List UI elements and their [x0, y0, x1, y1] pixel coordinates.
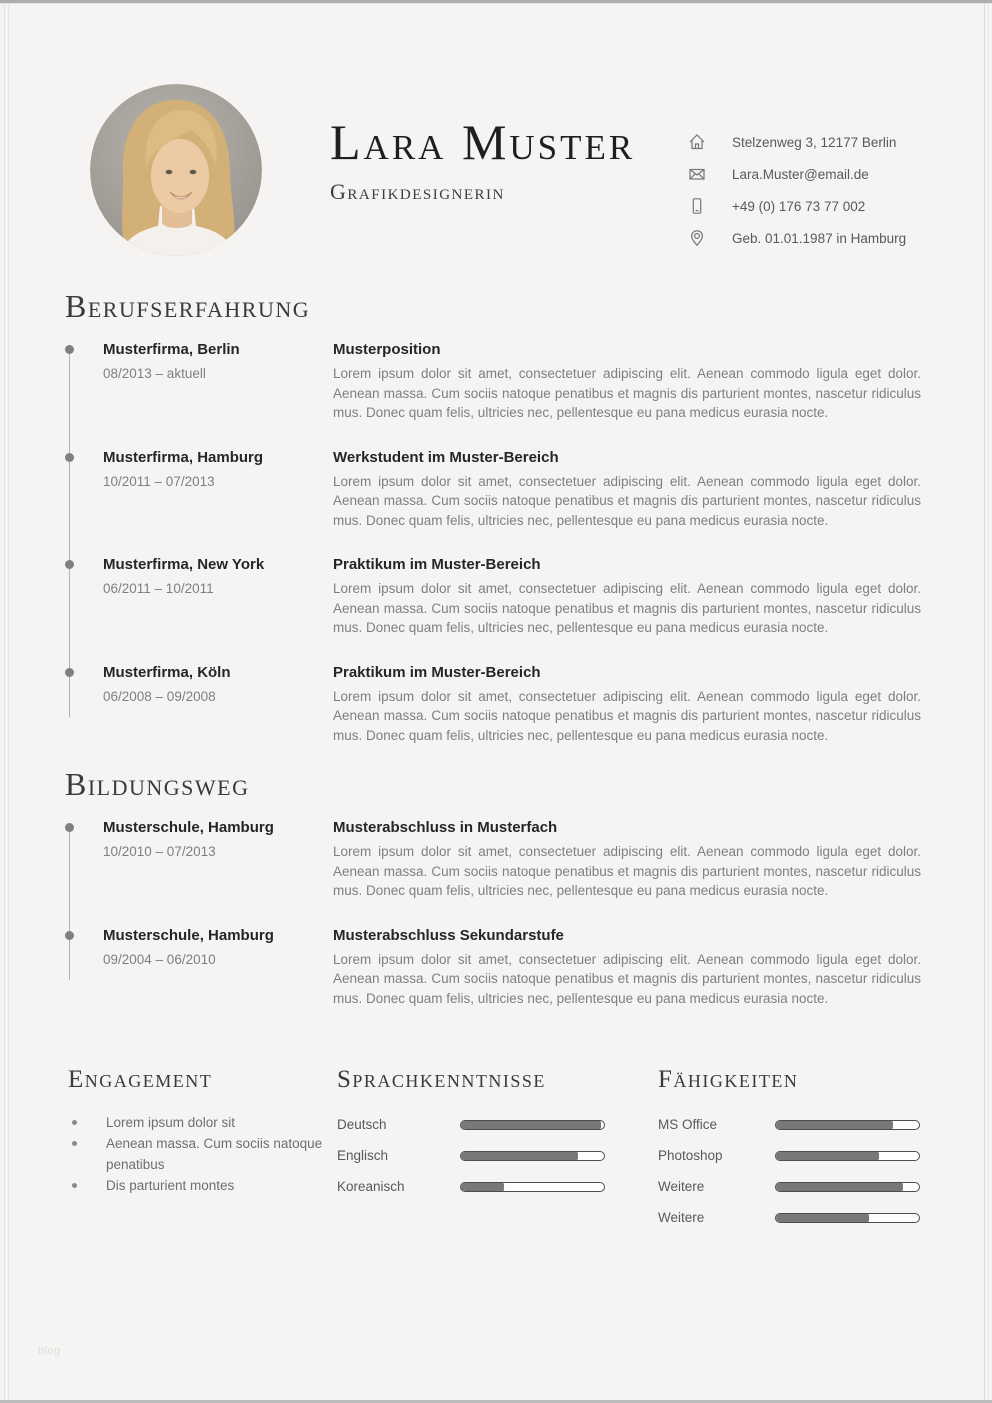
entry-period: 10/2010 – 07/2013 [103, 844, 216, 859]
skill-row [658, 1145, 920, 1166]
skill-level-fill [776, 1183, 903, 1191]
entry-company: Musterfirma, Hamburg [103, 448, 264, 466]
timeline-dot [65, 453, 74, 462]
timeline-dot [65, 345, 74, 354]
profile-photo [90, 84, 262, 256]
entry-period: 08/2013 – aktuell [103, 366, 206, 381]
engagement-list [68, 1112, 323, 1196]
engagement-section [68, 1066, 323, 1196]
education-entry [65, 818, 921, 901]
engagement-heading: Engagement [68, 1066, 213, 1093]
entry-description: Lorem ipsum dolor sit amet, consectetuer adipiscing elit. Aenean commodo ligula eget dolor. Aenean massa. Cum sociis natoque penatibus et magnis dis parturient montes, nascetur ridiculus mus. Donec quam felis, ultricies nec, pellentesque eu pana medicus eurasia nocte. [333, 581, 921, 635]
page-top-border [0, 0, 992, 4]
entry-description: Lorem ipsum dolor sit amet, consectetuer adipiscing elit. Aenean commodo ligula eget dolor. Aenean massa. Cum sociis natoque penatibus et magnis dis parturient montes, nascetur ridiculus mus. Donec quam felis, ultricies nec, pellentesque eu pana medicus eurasia nocte. [333, 366, 921, 420]
page-right-border-outer [988, 3, 989, 1400]
entry-period: 10/2011 – 07/2013 [103, 473, 215, 489]
contact-birthdate: Geb. 01.01.1987 in Hamburg [732, 230, 907, 246]
page-left-border-inner [8, 3, 9, 1400]
education-entry [65, 926, 921, 1009]
experience-heading: Berufserfahrung [65, 288, 311, 324]
education-heading: Bildungsweg [65, 766, 250, 802]
skill-label: MS Office [658, 1117, 718, 1132]
contact-email: Lara.Muster@email.de [732, 166, 869, 182]
languages-section [337, 1066, 605, 1207]
location-icon [686, 227, 708, 249]
entry-position: Werkstudent im Muster-Bereich [333, 448, 559, 466]
skill-row [658, 1114, 920, 1135]
language-level-fill [461, 1183, 504, 1191]
language-row [337, 1176, 605, 1197]
contact-address: Stelzenweg 3, 12177 Berlin [732, 134, 897, 150]
engagement-item [68, 1175, 323, 1196]
contact-birth-row [686, 228, 906, 248]
entry-degree: Musterabschluss in Musterfach [333, 819, 558, 836]
engagement-item-text: Lorem ipsum dolor sit [106, 1115, 236, 1130]
language-label: Englisch [337, 1148, 389, 1163]
home-icon [686, 131, 708, 153]
engagement-item-text: Dis parturient montes [106, 1178, 235, 1193]
entry-position: Praktikum im Muster-Bereich [333, 556, 541, 573]
skill-level-fill [776, 1214, 869, 1222]
experience-entry [65, 340, 921, 423]
timeline-dot [65, 823, 74, 832]
language-level-bar [460, 1182, 605, 1192]
language-row [337, 1145, 605, 1166]
bullet-icon [72, 1141, 77, 1146]
language-label: Koreanisch [337, 1179, 405, 1194]
contact-block [686, 132, 906, 260]
bullet-icon [72, 1120, 77, 1125]
entry-description: Lorem ipsum dolor sit amet, consectetuer adipiscing elit. Aenean commodo ligula eget dolor. Aenean massa. Cum sociis natoque penatibus et magnis dis parturient montes, nascetur ridiculus mus. Donec quam felis, ultricies nec, pellentesque eu pana medicus eurasia nocte. [333, 688, 921, 743]
profile-photo-illustration [90, 84, 262, 256]
person-name: Lara Muster [330, 114, 636, 170]
person-job-title: Grafikdesignerin [330, 179, 505, 204]
experience-timeline [65, 340, 921, 745]
timeline-dot [65, 560, 74, 569]
language-label: Deutsch [337, 1117, 387, 1132]
skill-level-bar [775, 1120, 920, 1130]
mail-icon [686, 163, 708, 185]
entry-company: Musterfirma, Köln [103, 663, 231, 681]
language-level-fill [461, 1121, 601, 1129]
skill-level-fill [776, 1152, 879, 1160]
entry-position: Praktikum im Muster-Bereich [333, 663, 541, 681]
entry-period: 09/2004 – 06/2010 [103, 951, 216, 967]
education-timeline [65, 818, 921, 1008]
skill-level-bar [775, 1151, 920, 1161]
entry-position: Musterposition [333, 341, 441, 358]
engagement-item [68, 1133, 323, 1175]
contact-phone: +49 (0) 176 73 77 002 [732, 198, 866, 214]
watermark-text: blog [38, 1345, 61, 1357]
entry-description: Lorem ipsum dolor sit amet, consectetuer adipiscing elit. Aenean commodo ligula eget dolor. Aenean massa. Cum sociis natoque penatibus et magnis dis parturient montes, nascetur ridiculus mus. Donec quam felis, ultricies nec, pellentesque eu pana medicus eurasia nocte. [333, 951, 921, 1006]
language-level-fill [461, 1152, 578, 1160]
experience-section [65, 289, 921, 770]
page-right-border [984, 3, 985, 1400]
language-level-bar [460, 1120, 605, 1130]
entry-description: Lorem ipsum dolor sit amet, consectetuer adipiscing elit. Aenean commodo ligula eget dolor. Aenean massa. Cum sociis natoque penatibus et magnis dis parturient montes, nascetur ridiculus mus. Donec quam felis, ultricies nec, pellentesque eu pana medicus eurasia nocte. [333, 473, 921, 528]
contact-email-row [686, 164, 906, 184]
skill-label: Weitere [658, 1179, 705, 1194]
skill-row [658, 1207, 920, 1228]
identity-block [330, 116, 635, 205]
entry-company: Musterfirma, New York [103, 556, 265, 573]
skill-label: Weitere [658, 1210, 705, 1225]
skills-heading: Fähigkeiten [658, 1066, 799, 1093]
engagement-item [68, 1112, 323, 1133]
entry-period: 06/2011 – 10/2011 [103, 581, 214, 596]
page-left-border [4, 3, 5, 1400]
entry-school: Musterschule, Hamburg [103, 926, 274, 944]
experience-entry [65, 555, 921, 638]
bullet-icon [72, 1183, 77, 1188]
contact-phone-row [686, 196, 906, 216]
skills-section [658, 1066, 920, 1238]
timeline-dot [65, 931, 74, 940]
language-level-bar [460, 1151, 605, 1161]
skill-level-bar [775, 1213, 920, 1223]
entry-company: Musterfirma, Berlin [103, 341, 240, 358]
skill-bars [658, 1114, 920, 1228]
language-row [337, 1114, 605, 1135]
skill-level-fill [776, 1121, 893, 1129]
entry-school: Musterschule, Hamburg [103, 819, 274, 836]
skill-level-bar [775, 1182, 920, 1192]
phone-icon [686, 195, 708, 217]
experience-entry [65, 448, 921, 531]
entry-description: Lorem ipsum dolor sit amet, consectetuer adipiscing elit. Aenean commodo ligula eget dolor. Aenean massa. Cum sociis natoque penatibus et magnis dis parturient montes, nascetur ridiculus mus. Donec quam felis, ultricies nec, pellentesque eu pana medicus eurasia nocte. [333, 844, 921, 898]
languages-heading: Sprachkenntnisse [337, 1066, 546, 1093]
language-bars [337, 1114, 605, 1197]
education-section [65, 767, 921, 1033]
timeline-dot [65, 668, 74, 677]
engagement-item-text: Aenean massa. Cum sociis natoque penatibus [106, 1136, 323, 1172]
skill-label: Photoshop [658, 1148, 723, 1163]
entry-degree: Musterabschluss Sekundarstufe [333, 926, 564, 944]
contact-address-row [686, 132, 906, 152]
skill-row [658, 1176, 920, 1197]
entry-period: 06/2008 – 09/2008 [103, 688, 216, 704]
experience-entry [65, 663, 921, 746]
